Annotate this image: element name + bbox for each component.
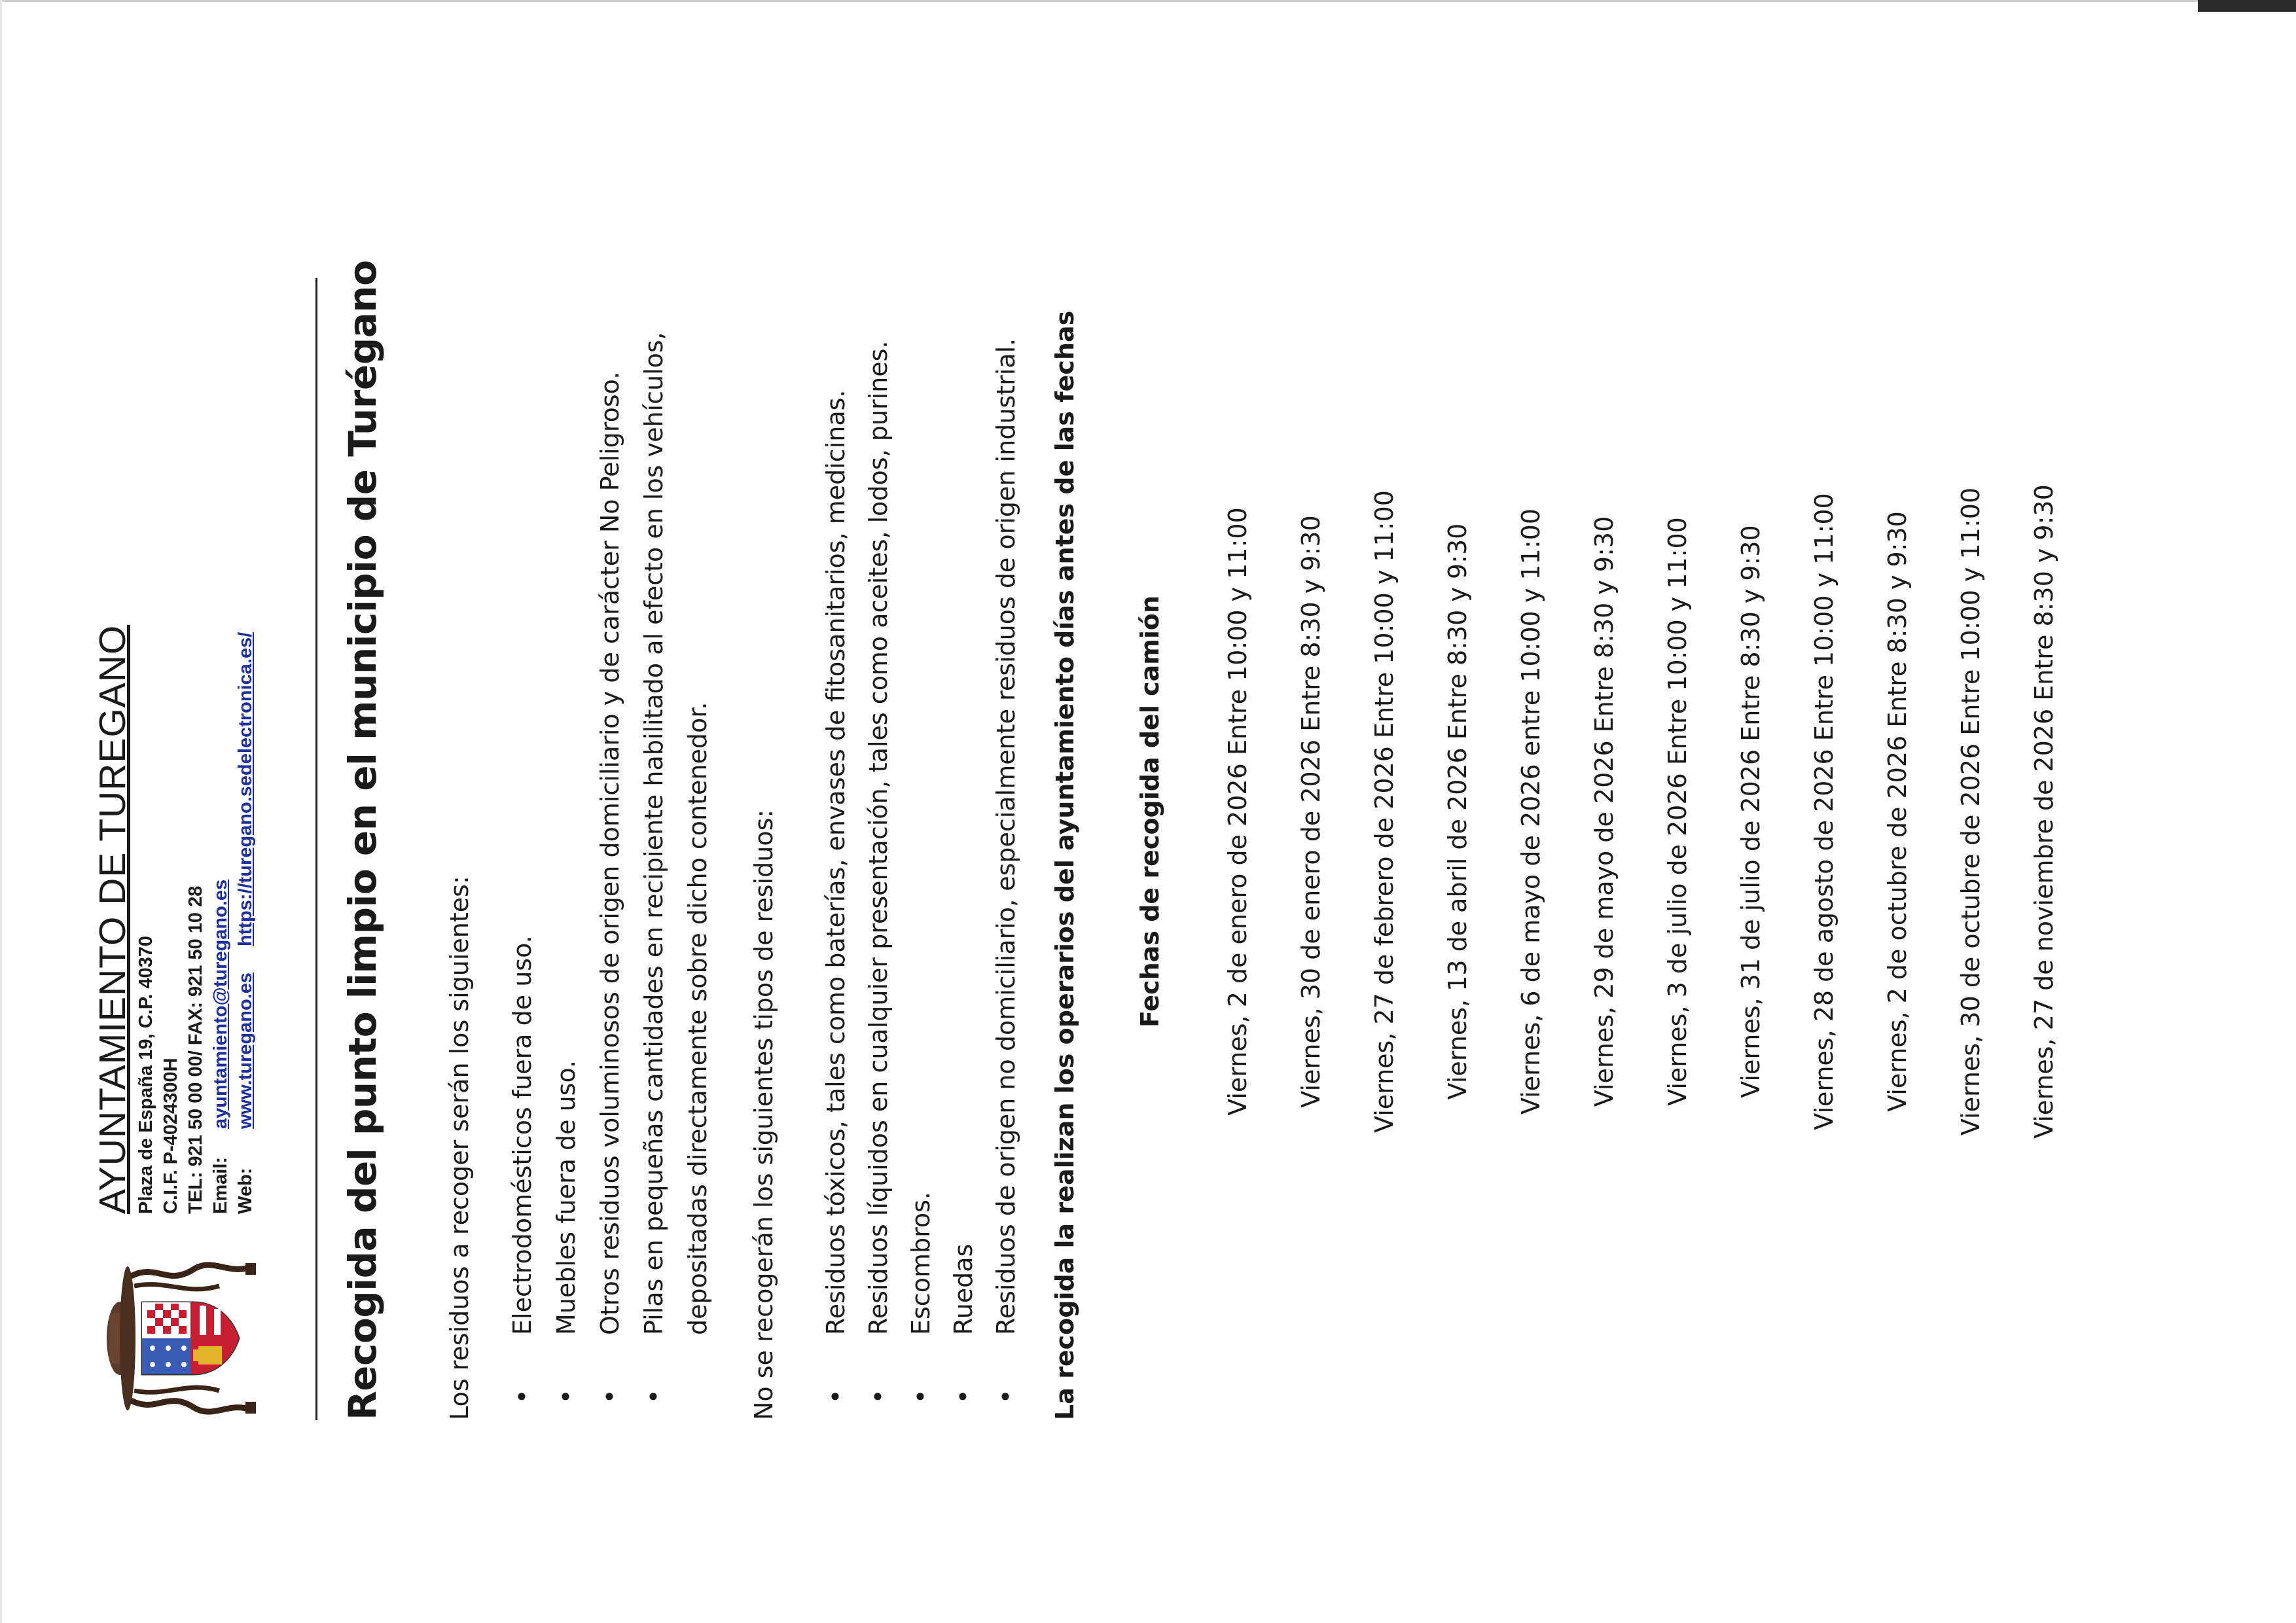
email-row — [208, 625, 233, 1214]
accepted-waste-list — [501, 332, 676, 1335]
municipality-name: AYUNTAMIENTO DE TUREGANO — [92, 624, 134, 1214]
date-item: Viernes, 6 de mayo de 2026 entre 10:00 y 11:00 — [1516, 508, 1545, 1115]
dates-heading: Fechas de recogida del camión — [1136, 595, 1164, 1028]
date-item: Viernes, 2 de octubre de 2026 Entre 8:30 y 9:30 — [1883, 511, 1912, 1112]
list-item: • Residuos de origen no domiciliario, especialmente residuos de origen industrial. — [985, 338, 1028, 1335]
coat-of-arms-icon — [95, 1250, 259, 1427]
list-item: • Residuos líquidos en cualquier presentación, tales como aceites, lodos, purines. — [857, 338, 900, 1335]
list-item-continuation: depositadas directamente sobre dicho contenedor. — [683, 702, 712, 1335]
email-label: Email: — [210, 1156, 231, 1214]
email-link[interactable]: ayuntamiento@turegano.es — [210, 879, 231, 1129]
date-item: Viernes, 28 de agosto de 2026 Entre 10:00 y 11:00 — [1810, 493, 1839, 1130]
rejected-intro: No se recogerán los siguientes tipos de residuos: — [749, 809, 778, 1420]
rejected-waste-list — [815, 338, 1028, 1335]
page-title: Recogida del punto limpio en el municipio de Turégano — [340, 260, 385, 1420]
date-item: Viernes, 30 de octubre de 2026 Entre 10:00 y 11:00 — [1956, 487, 1985, 1136]
web-row — [233, 625, 258, 1214]
sede-electronica-link[interactable]: https://turegano.sedelectronica.es/ — [235, 632, 256, 946]
web-link[interactable]: www.turegano.es — [235, 972, 256, 1129]
date-item: Viernes, 30 de enero de 2026 Entre 8:30 y 9:30 — [1297, 515, 1325, 1108]
list-item: • Residuos tóxicos, tales como baterías, envases de fitosanitarios, medicinas. — [815, 338, 857, 1335]
accepted-intro: Los residuos a recoger serán los siguientes: — [445, 876, 474, 1420]
letterhead — [92, 625, 258, 1214]
collection-dates-list — [1201, 0, 2081, 1623]
list-item: • Ruedas — [942, 338, 985, 1335]
date-item: Viernes, 27 de noviembre de 2026 Entre 8:30 y 9:30 — [2030, 484, 2058, 1139]
list-item: • Muebles fuera de uso. — [545, 332, 588, 1335]
date-item: Viernes, 29 de mayo de 2026 Entre 8:30 y 9:30 — [1590, 516, 1619, 1107]
list-item: • Electrodomésticos fuera de uso. — [501, 332, 545, 1335]
date-item: Viernes, 13 de abril de 2026 Entre 8:30 y 9:30 — [1443, 523, 1472, 1100]
date-item: Viernes, 3 de julio de 2026 Entre 10:00 y 11:00 — [1663, 517, 1692, 1106]
letterhead-divider — [315, 278, 317, 1420]
list-item: • Otros residuos voluminosos de origen domiciliario y de carácter No Peligroso. — [588, 332, 632, 1335]
collection-notice: La recogida la realizan los operarios del ayuntamiento días antes de las fechas — [1050, 310, 1079, 1420]
tax-id: C.I.F. P-4024300H — [160, 1058, 181, 1214]
phone-fax: TEL: 921 50 00 00/ FAX: 921 50 10 28 — [185, 885, 206, 1214]
web-label: Web: — [235, 1168, 256, 1214]
list-item: • Escombros. — [900, 338, 942, 1335]
date-item: Viernes, 2 de enero de 2026 Entre 10:00 y 11:00 — [1223, 507, 1252, 1116]
date-item: Viernes, 31 de julio de 2026 Entre 8:30 y 9:30 — [1736, 525, 1765, 1098]
address: Plaza de España 19, C.P. 40370 — [135, 935, 156, 1214]
date-item: Viernes, 27 de febrero de 2026 Entre 10:00 y 11:00 — [1370, 490, 1399, 1133]
list-item: • Pilas en pequeñas cantidades en recipiente habilitado al efecto en los vehículos, — [632, 332, 676, 1335]
